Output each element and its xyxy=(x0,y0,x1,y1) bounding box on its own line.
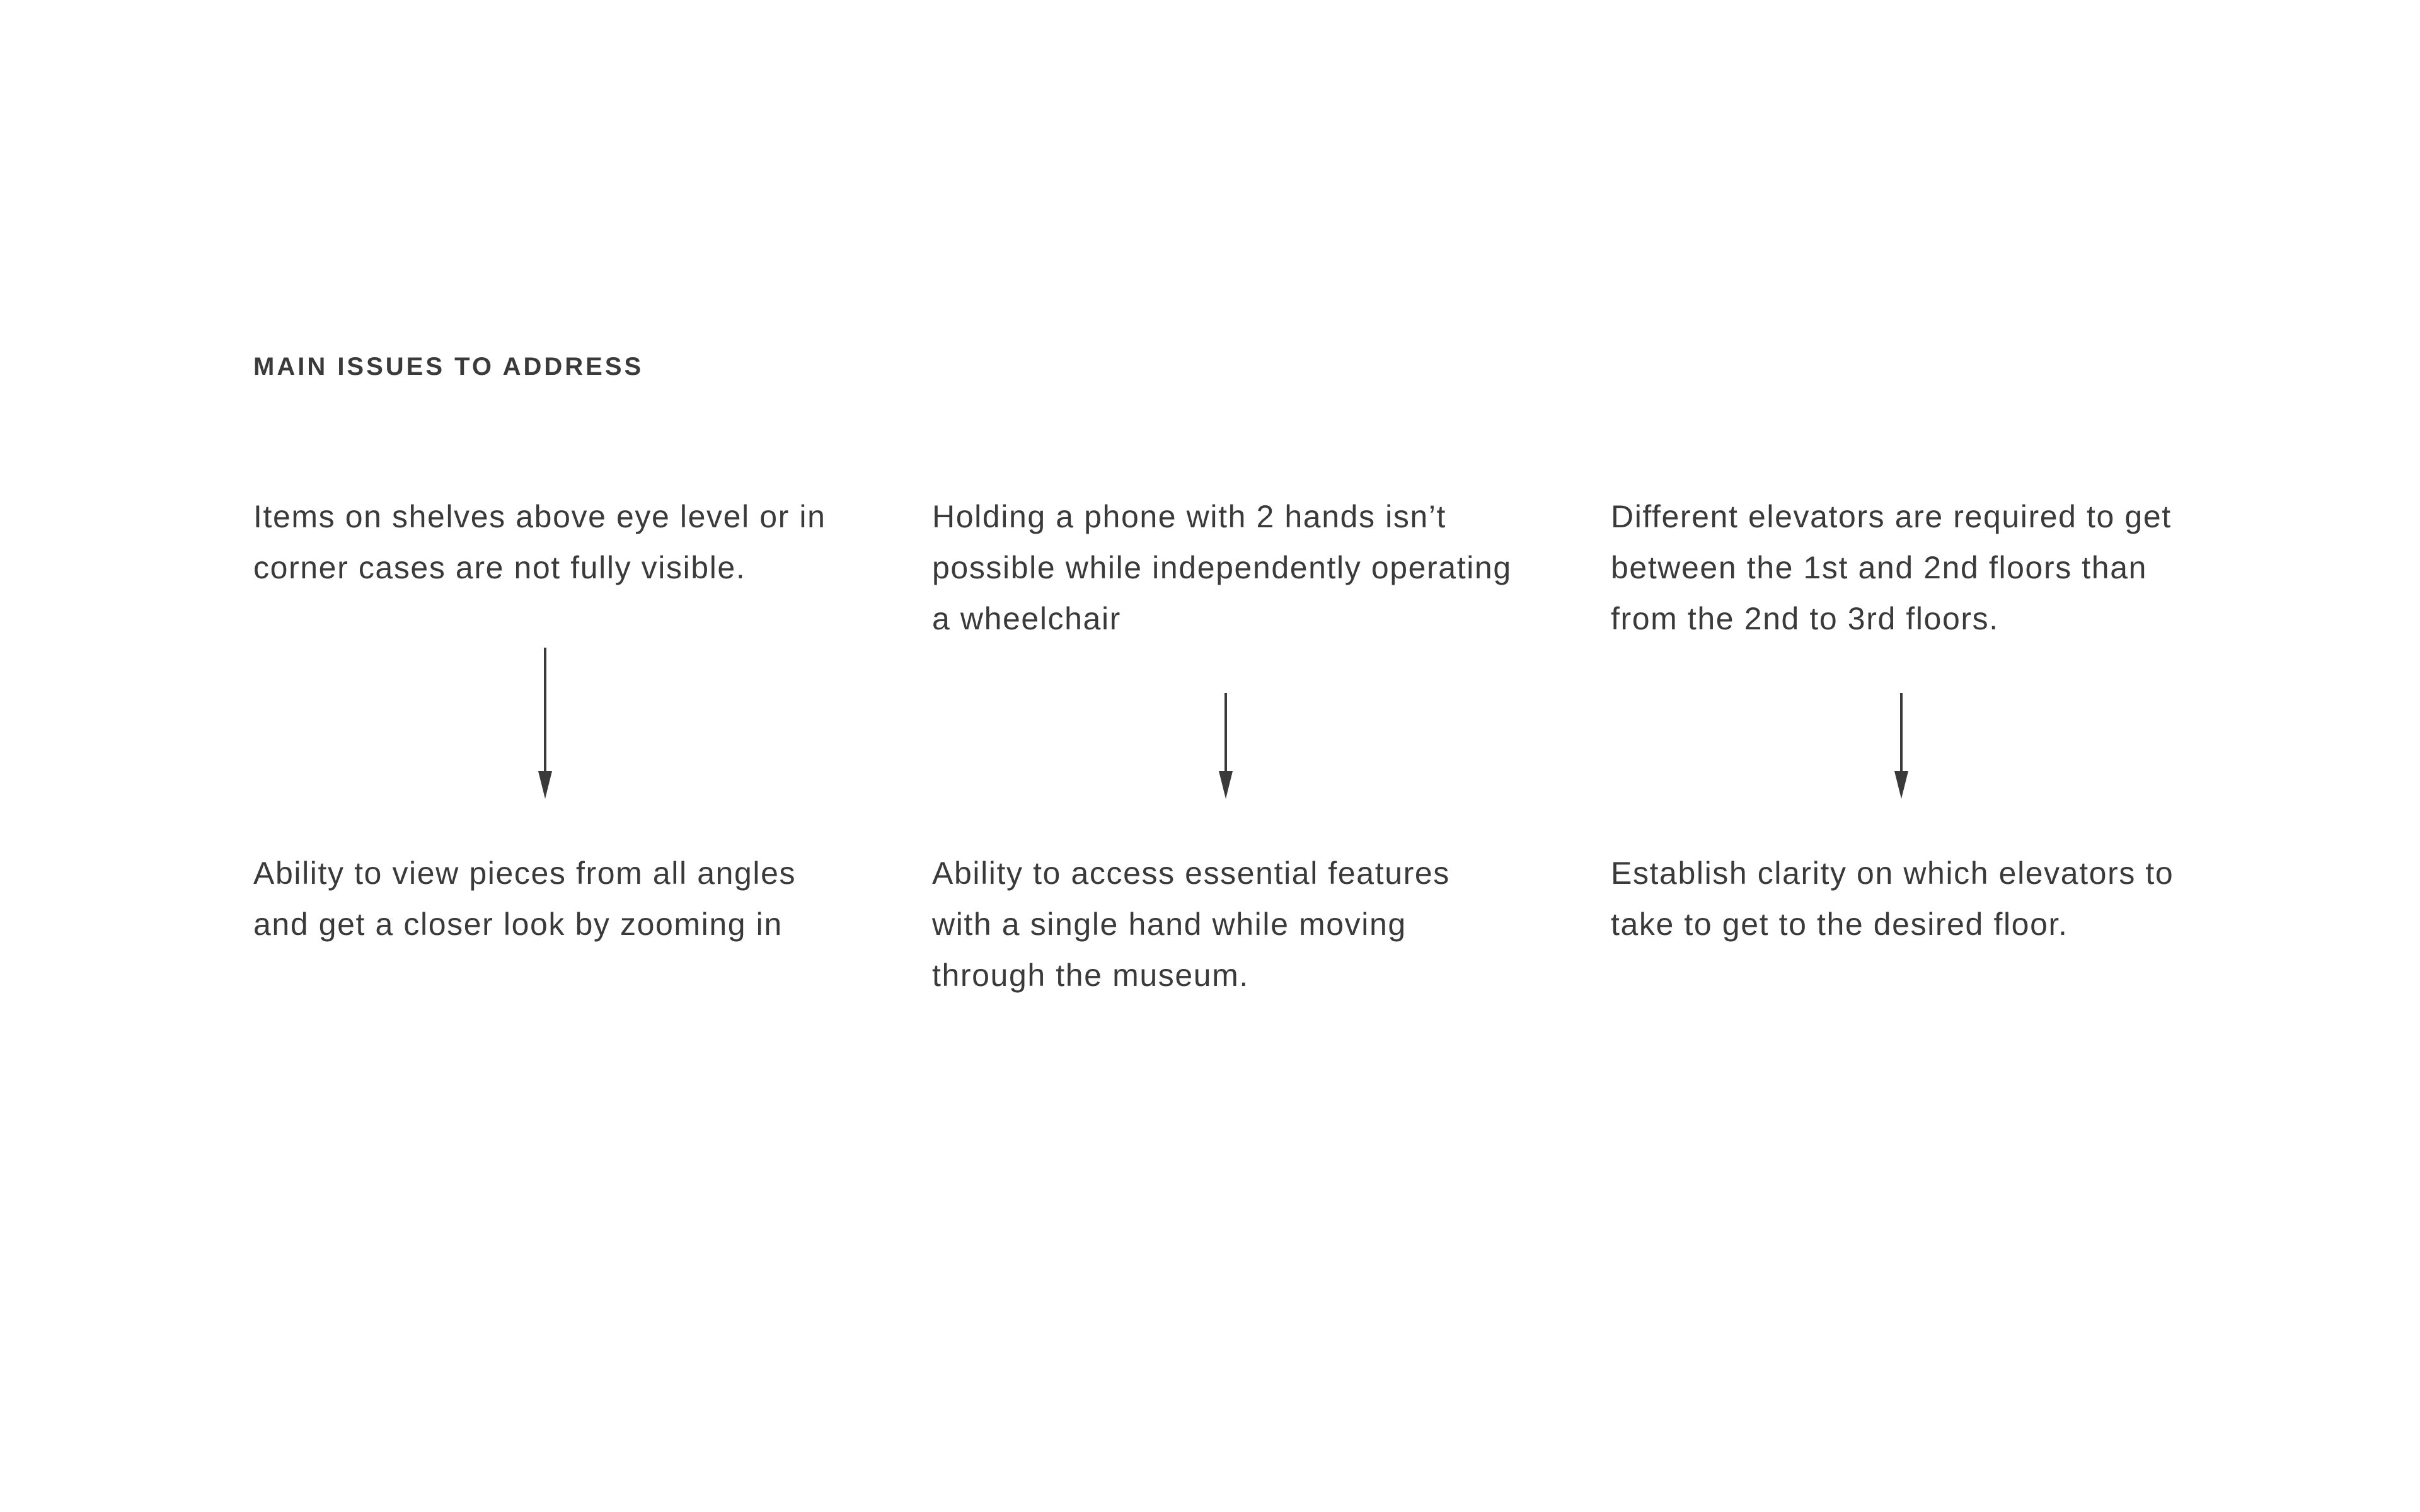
solution-text-1: Ability to view pieces from all angles and get a closer look by zooming in xyxy=(253,856,797,942)
section-heading: MAIN ISSUES TO ADDRESS xyxy=(253,353,644,381)
solution-text-2: Ability to access essential features with a single hand while moving through the museum. xyxy=(932,856,1450,993)
arrow-down-icon xyxy=(1892,693,1911,799)
issue-text-1: Items on shelves above eye level or in corner cases are not fully visible. xyxy=(253,499,826,585)
issue-text-2: Holding a phone with 2 hands isn’t possible while independently operating a wheelchair xyxy=(932,499,1512,636)
solution-text-3: Establish clarity on which elevators to take to get to the desired floor. xyxy=(1611,856,2174,942)
issue-text-3: Different elevators are required to get between the 1st and 2nd floors than from the 2nd to 3rd floors. xyxy=(1611,499,2172,636)
arrow-down-icon xyxy=(1216,693,1235,799)
arrow-down-icon xyxy=(536,648,555,799)
